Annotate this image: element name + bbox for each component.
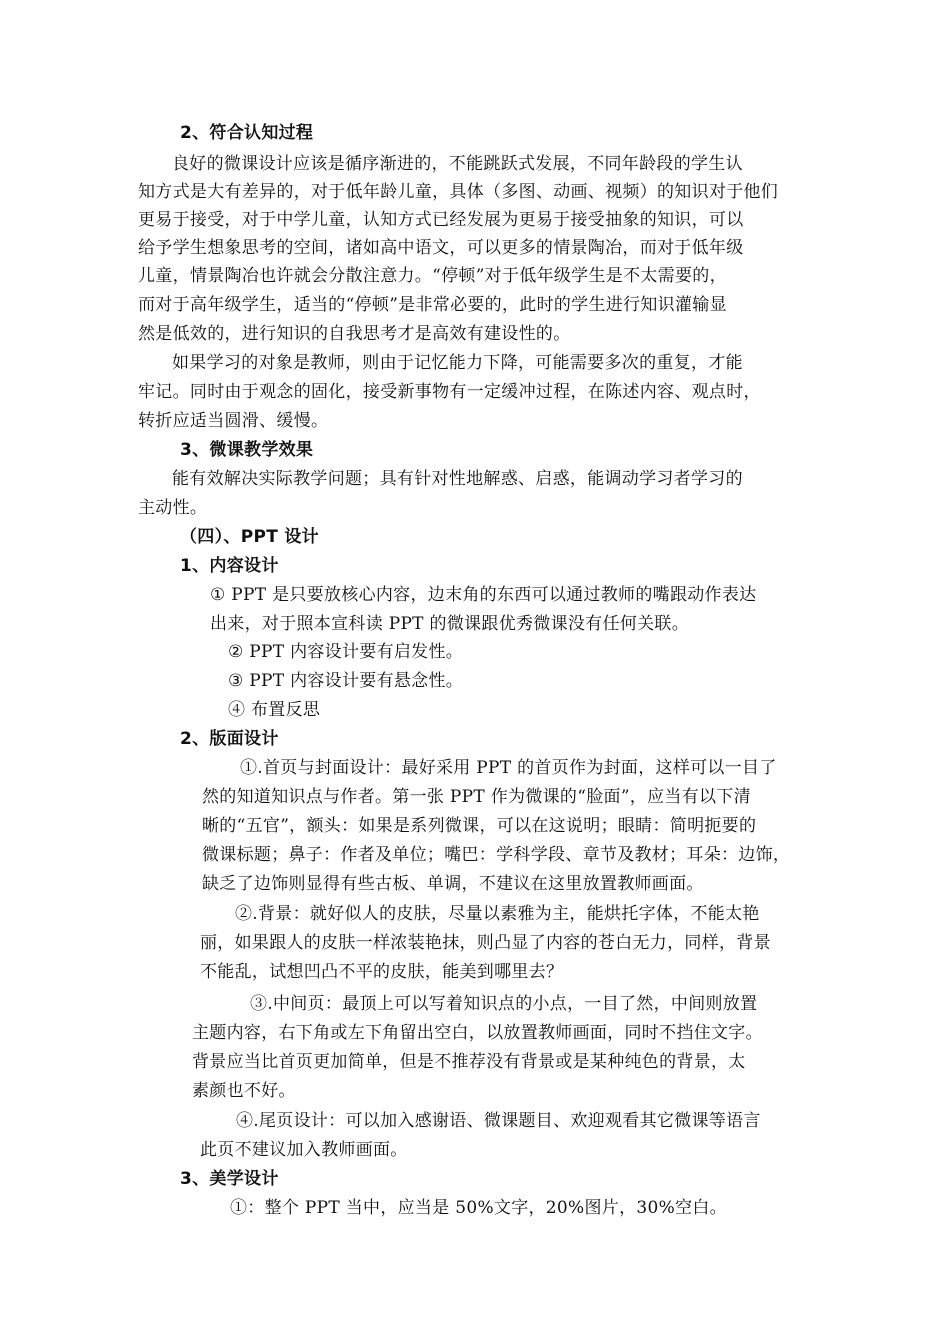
paragraph-line: 然是低效的，进行知识的自我思考才是高效有建设性的。 [138,324,571,344]
paragraph-line: 儿童，情景陶冶也许就会分散注意力。“停顿”对于低年级学生是不太需要的， [138,266,727,286]
paragraph-line: 能有效解决实际教学问题；具有针对性地解惑、启惑，能调动学习者学习的 [172,469,743,489]
list-item: ① PPT 是只要放核心内容，边末角的东西可以通过教师的嘴跟动作表达 [210,585,757,605]
list-item: ② PPT 内容设计要有启发性。 [228,642,464,662]
paragraph-line: 转折应适当圆滑、缓慢。 [138,411,329,431]
list-item: 出来，对于照本宣科读 PPT 的微课跟优秀微课没有任何关联。 [210,614,690,634]
paragraph-line: 给予学生想象思考的空间，诸如高中语文，可以更多的情景陶冶，而对于低年级 [138,238,744,258]
paragraph-line: 牢记。同时由于观念的固化，接受新事物有一定缓冲过程，在陈述内容、观点时， [138,382,761,402]
list-item: 丽，如果跟人的皮肤一样浓装艳抹，则凸显了内容的苍白无力，同样，背景 [200,933,771,953]
paragraph-line: 主动性。 [138,498,208,518]
list-item: ④.尾页设计：可以加入感谢语、微课题目、欢迎观看其它微课等语言 [236,1111,761,1131]
list-item: ③ PPT 内容设计要有悬念性。 [228,671,464,691]
list-item: 此页不建议加入教师画面。 [200,1140,408,1160]
paragraph-line: 良好的微课设计应该是循序渐进的，不能跳跃式发展，不同年龄段的学生认 [172,154,743,174]
list-item: ②.背景：就好似人的皮肤，尽量以素雅为主，能烘托字体，不能太艳 [235,904,760,924]
list-item: ③.中间页：最顶上可以写着知识点的小点，一目了然，中间则放置 [250,994,758,1014]
list-item: 缺乏了边饰则显得有些古板、单调，不建议在这里放置教师画面。 [202,874,704,894]
list-item: ①.首页与封面设计：最好采用 PPT 的首页作为封面，这样可以一目了 [240,758,777,778]
list-item: 主题内容，右下角或左下角留出空白，以放置教师画面，同时不挡住文字。 [192,1023,763,1043]
paragraph-line: 而对于高年级学生，适当的“停顿”是非常必要的，此时的学生进行知识灌输显 [138,295,727,315]
list-item: 素颜也不好。 [192,1081,296,1101]
list-item: 不能乱，试想凹凸不平的皮肤，能美到哪里去？ [200,962,564,982]
list-item: 微课标题；鼻子：作者及单位；嘴巴：学科学段、章节及教材；耳朵：边饰， [202,845,791,865]
section-heading-effect: 3、微课教学效果 [180,440,314,460]
list-item: 然的知道知识点与作者。第一张 PPT 作为微课的“脸面”，应当有以下清 [202,787,751,807]
list-item: 晰的“五官”，额头：如果是系列微课，可以在这说明；眼睛：简明扼要的 [202,816,757,836]
subheading-content-design: 1、内容设计 [180,556,279,576]
paragraph-line: 如果学习的对象是教师，则由于记忆能力下降，可能需要多次的重复，才能 [172,353,743,373]
subheading-aesthetic-design: 3、美学设计 [180,1169,279,1189]
list-item: ①：整个 PPT 当中，应当是 50%文字，20%图片，30%空白。 [230,1198,727,1218]
paragraph-line: 知方式是大有差异的，对于低年龄儿童，具体（多图、动画、视频）的知识对于他们 [138,182,779,202]
subheading-layout-design: 2、版面设计 [180,729,279,749]
paragraph-line: 更易于接受，对于中学儿童，认知方式已经发展为更易于接受抽象的知识，可以 [138,210,744,230]
section-heading-cognition: 2、符合认知过程 [180,123,314,143]
list-item: ④ 布置反思 [228,700,321,720]
part-heading-ppt-design: （四）、PPT 设计 [180,527,319,547]
list-item: 背景应当比首页更加简单，但是不推荐没有背景或是某种纯色的背景，太 [192,1052,746,1072]
